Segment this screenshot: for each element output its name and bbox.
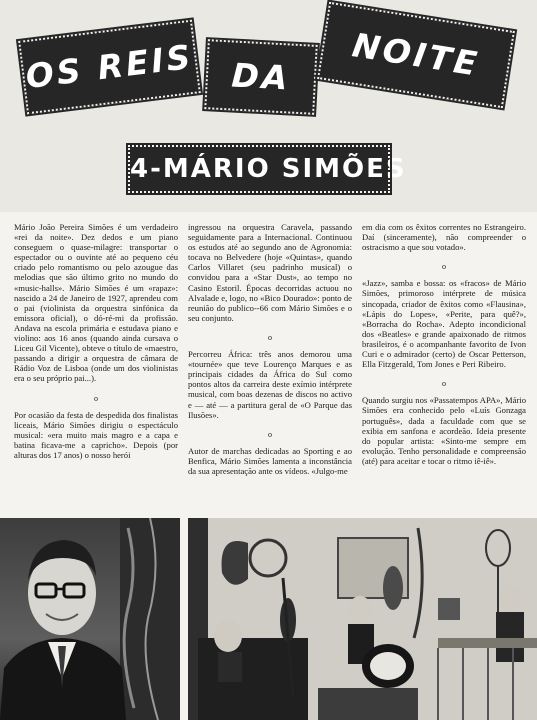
paragraph: ingressou na orquestra Caravela, passando seguidamente para a Internacional. Continuou os estudos até ao segundo ano de Agronomia: tocava no Belvedere (hoje «Quintas», quando Carlos Villaret (seu padrinho musical) o convidou para a «Star Dust», ao tempo no Casino Estoril. Épocas decorridas actuou no Alvalade e, logo, no «Bico Dourado»: ponto de reunião do publico--66 com Mário Simões e o seu conjunto. — [188, 222, 352, 323]
portrait-illustration — [0, 518, 180, 720]
paragraph-separator: o — [442, 262, 446, 272]
subtitle-sign-name: 4-MÁRIO SIMÕES — [128, 145, 390, 193]
paragraph: «Jazz», samba e bossa: os «fracos» de Mário Simões, primoroso intérprete de música sincopada, criador de êxitos como «Flausina», «Lápis do Lopes», «Perite, para quê?», «Borracha do Rocha». Adepto incondicional dos «Beatles» e grande apaixonado de ritmos brasileiros, é o acompanhante favorito de Ivon Curi e o admirador (certo) de Oscar Petterson, Ella Fitzgerald, Tom Jones e Peri Ribeiro. — [362, 278, 526, 370]
paragraph: Mário João Pereira Simões é um verdadeiro «rei da noite». Dez dedos e um piano conseguem o quase-milagre: transportar o espectador ou o ouvinte até ao pequeno céu criado pelo romantismo ou pelo azougue das melodias que são último grito no mundo do «music-halls». Mário Simões é um «rapaz»: nascido a 24 de Janeiro de 1927, aprendeu com o pai (violinista da orquestra sinfónica da emissora oficial), o dó-ré-mi da profissão. Andava na escola primária e estudava piano e violino: aos 16 anos (quando ainda cursava o Liceu Gil Vicente), obteve o título de «maestro, passando a dirigir a orquestra de câmara de Rádio Voz de Lisboa (onde um dos violinistas era o seu próprio pai...). — [14, 222, 178, 384]
portrait-photo — [0, 518, 180, 720]
article-column-1 — [14, 222, 178, 512]
header-banner — [0, 0, 537, 212]
band-illustration — [188, 518, 537, 720]
article-column-2 — [188, 222, 352, 512]
band-photo — [188, 518, 537, 720]
title-sign-os-reis: OS REIS — [18, 20, 201, 115]
paragraph: Autor de marchas dedicadas ao Sporting e ao Benfica, Mário Simões lamenta a inconstância da sua apresentação ante os vídeos. «Julgo-me — [188, 445, 352, 476]
paragraph: em dia com os êxitos correntes no Estrangeiro. Daí (sinceramente), não compreender o ostracismo a que sou votado». — [362, 222, 526, 253]
article-body — [14, 222, 526, 512]
title-sign-da: DA — [204, 39, 318, 115]
article-column-3 — [362, 222, 526, 512]
paragraph-separator: o — [442, 379, 446, 389]
paragraph-separator: o — [268, 332, 272, 342]
paragraph-separator: o — [268, 429, 272, 439]
paragraph: Quando surgiu nos «Passatempos APA», Mário Simões era conhecido pelo «Luís Gonzaga português», dada a faculdade com que se exibia em sanfona e acordeão. Ideia presente do popular artista: «Sinto-me sempre em evolução. Tenho personalidade e compreensão (até) para aceitar e tocar o ritmo iê-iê». — [362, 395, 526, 466]
paragraph-separator: o — [94, 393, 98, 403]
title-sign-noite: NOITE — [317, 2, 515, 108]
paragraph: Por ocasião da festa de despedida dos finalistas liceais, Mário Simões dirigiu o espectáculo musical: «era muito mais magro e a capa e batina ficava-me a capricho». Depois (por alturas dos 17 anos) o nosso herói — [14, 409, 178, 460]
paragraph: Percorreu África: três anos demorou uma «tournée» que teve Lourenço Marques e as principais cidades da África do Sul como pontos altos da carreira deste exímio intérprete musical, com boas dezenas de discos no activo e — até — a partitura geral de «O Parque das Ilusões». — [188, 349, 352, 420]
